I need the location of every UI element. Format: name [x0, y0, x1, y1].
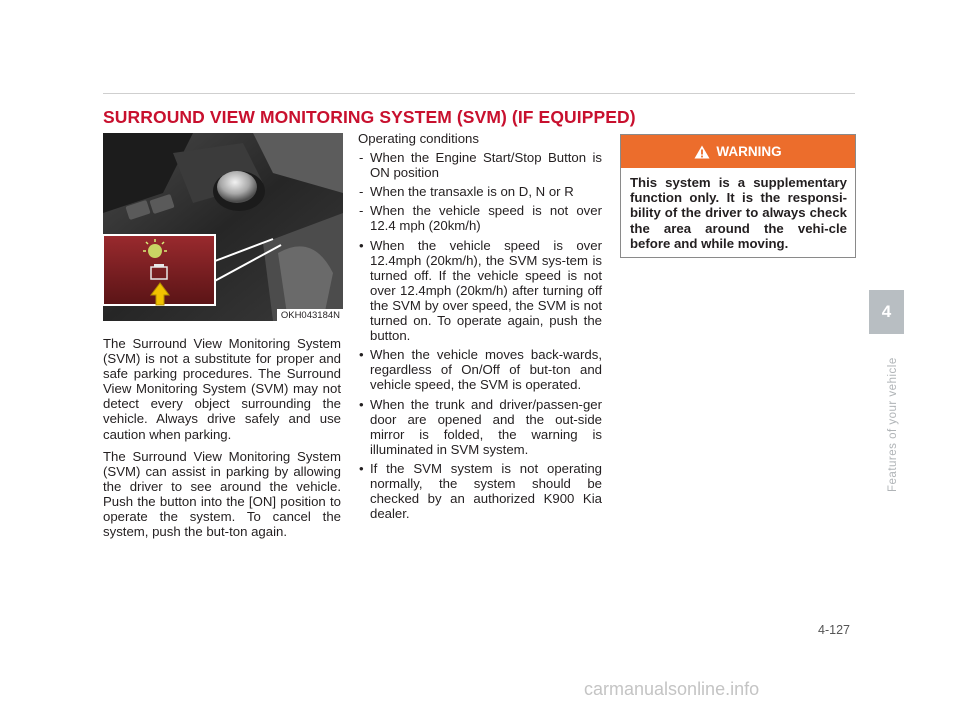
middle-column [358, 131, 602, 525]
list-item-text: When the Engine Start/Stop Button is ON position [370, 150, 602, 181]
warning-box [620, 134, 856, 258]
list-item [358, 461, 602, 521]
usage-paragraph: The Surround View Monitoring System (SVM) can assist in parking by allowing the driver to see around the vehicle. Push the button into the [ON] position to operate the system. To cancel the system, push the but-ton again. [103, 448, 341, 540]
list-item-text: When the trunk and driver/passen-ger door are opened and the out-side mirror is folded, the warning is illuminated in SVM system. [370, 396, 602, 457]
list-item-text: When the transaxle is on D, N or R [370, 184, 574, 200]
left-column [103, 336, 341, 546]
figure-code: OKH043184N [277, 309, 343, 321]
dash-marker: - [359, 184, 364, 200]
list-item-text: When the vehicle speed is over 12.4mph (20km/h), the SVM sys-tem is turned off. If the vehicle speed is not over 12.4mph (20km/h) after turning off the SVM by over speed, the SVM is not turned on. To operate again, push the button. [370, 237, 602, 344]
page-number: 4-127 [818, 623, 850, 637]
svm-button-photo [103, 133, 343, 321]
intro-paragraph: The Surround View Monitoring System (SVM) is not a substitute for proper and safe parking procedures. The Surround View Monitoring System (SVM) may not detect every object surrounding the vehicle. Always drive safely and use caution when parking. [103, 336, 341, 442]
watermark: carmanualsonline.info [584, 679, 760, 699]
operating-conditions-title: Operating conditions [358, 131, 479, 146]
chapter-tab: 4 [869, 290, 904, 334]
bullet-marker: • [359, 237, 364, 253]
list-item [358, 347, 602, 392]
warning-text: This system is a supplementary function only. It is the responsi-bility of the driver to always check the area around the vehi-cle before and while moving. [630, 175, 847, 251]
warning-header [621, 135, 855, 168]
dash-marker: - [359, 203, 364, 219]
list-item [358, 397, 602, 457]
warning-title: WARNING [716, 144, 782, 159]
list-item [358, 238, 602, 344]
section-heading: SURROUND VIEW MONITORING SYSTEM (SVM) (IF EQUIPPED) [103, 107, 636, 127]
chapter-label: Features of your vehicle [887, 357, 899, 492]
warning-triangle-icon [694, 145, 710, 159]
list-item [358, 203, 602, 233]
list-item-text: When the vehicle speed is not over 12.4 mph (20km/h) [370, 203, 602, 234]
bullet-marker: • [359, 347, 364, 363]
bullet-marker: • [359, 396, 364, 412]
list-item-text: When the vehicle moves back-wards, regardless of On/Off of but-ton and vehicle speed, the SVM is operated. [370, 347, 602, 393]
list-item [358, 150, 602, 180]
list-item [358, 184, 602, 199]
bullet-marker: • [359, 460, 364, 476]
console-illustration [103, 133, 343, 321]
list-item-text: If the SVM system is not operating normally, the system should be checked by an authorized K900 Kia dealer. [370, 460, 602, 522]
conditions-list [358, 150, 602, 521]
dash-marker: - [359, 150, 364, 166]
top-rule [103, 93, 855, 94]
